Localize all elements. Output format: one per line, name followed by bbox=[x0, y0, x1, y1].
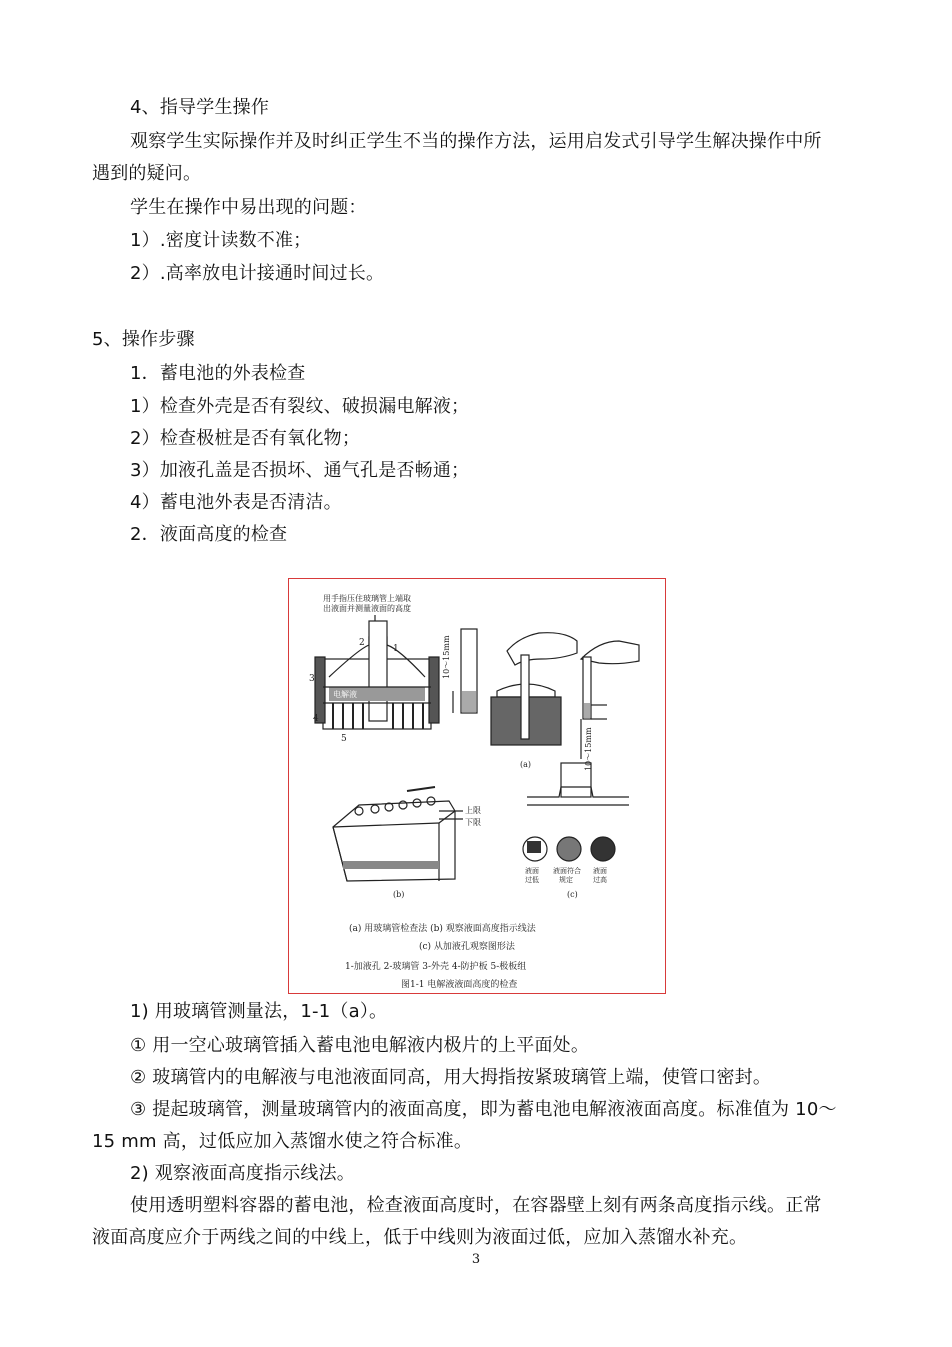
method1-step1: ① 用一空心玻璃管插入蓄电池电解液内极片的上平面处。 bbox=[130, 1035, 590, 1056]
section4-paragraph-line1: 观察学生实际操作并及时纠正学生不当的操作方法，运用启发式引导学生解决操作中所 bbox=[130, 131, 822, 152]
fig-c2-l2: 规定 bbox=[559, 876, 573, 884]
fig-lower-limit: 下限 bbox=[465, 818, 481, 827]
page-number: 3 bbox=[471, 1252, 481, 1267]
method2-paragraph-line1: 使用透明塑料容器的蓄电池，检查液面高度时，在容器壁上刻有两条高度指示线。正常 bbox=[130, 1195, 822, 1216]
fig-caption: 图1-1 电解液液面高度的检查 bbox=[401, 980, 518, 990]
fig-top-note-2: 出液面并测量液面的高度 bbox=[323, 604, 411, 613]
fig-c2-l1: 液面符合 bbox=[553, 867, 581, 875]
fig-legend-1: (a) 用玻璃管检查法 (b) 观察液面高度指示线法 bbox=[349, 924, 536, 934]
figure-illustration bbox=[289, 579, 667, 995]
fig-label-a: (a) bbox=[520, 760, 532, 769]
fig-legend-3: 1-加液孔 2-玻璃管 3-外壳 4-防护板 5-极板组 bbox=[345, 962, 527, 972]
fig-label-c: (c) bbox=[567, 890, 578, 899]
fig-num-1: 1 bbox=[393, 644, 399, 654]
check-item-1: 1）检查外壳是否有裂纹、破损漏电解液； bbox=[130, 396, 470, 417]
fig-a-glass-tube bbox=[453, 629, 477, 713]
fig-c3-l1: 液面 bbox=[593, 867, 607, 875]
fig-upper-limit: 上限 bbox=[465, 806, 481, 815]
fig-a-cross-section bbox=[315, 621, 439, 729]
fig-top-note-1: 用手指压住玻璃管上端取 bbox=[323, 594, 411, 603]
step1-title: 1．蓄电池的外表检查 bbox=[130, 363, 306, 384]
fig-dim-b: 10～15mm bbox=[584, 727, 593, 771]
section4-paragraph-line2: 遇到的疑问。 bbox=[92, 163, 202, 184]
method1-step3-line1: ③ 提起玻璃管，测量玻璃管内的液面高度，即为蓄电池电解液液面高度。标准值为 10～ bbox=[130, 1099, 837, 1120]
method2-title: 2) 观察液面高度指示线法。 bbox=[130, 1163, 355, 1184]
fig-num-2: 2 bbox=[359, 638, 365, 648]
fig-c1-l1: 液面 bbox=[525, 867, 539, 875]
fig-circle-high bbox=[591, 837, 615, 861]
fig-label-b: (b) bbox=[393, 890, 405, 899]
check-item-4: 4）蓄电池外表是否清洁。 bbox=[130, 492, 342, 513]
fig-c-filler-hole bbox=[527, 763, 629, 805]
method1-step2: ② 玻璃管内的电解液与电池液面同高，用大拇指按紧玻璃管上端，使管口密封。 bbox=[130, 1067, 772, 1088]
fig-a-hand-battery bbox=[491, 633, 577, 745]
section5-heading: 5、操作步骤 bbox=[92, 329, 195, 350]
problems-intro: 学生在操作中易出现的问题： bbox=[130, 197, 367, 218]
problem-item-1: 1）.密度计读数不准； bbox=[130, 230, 312, 251]
step2-title: 2．液面高度的检查 bbox=[130, 524, 288, 545]
fig-b-battery bbox=[333, 787, 463, 881]
check-item-2: 2）检查极桩是否有氧化物； bbox=[130, 428, 361, 449]
fig-c3-l2: 过高 bbox=[593, 876, 607, 884]
section4-heading: 4、指导学生操作 bbox=[130, 97, 270, 118]
method2-paragraph-line2: 液面高度应介于两线之间的中线上，低于中线则为液面过低，应加入蒸馏水补充。 bbox=[92, 1227, 748, 1248]
method1-step3-line2: 15 mm 高，过低应加入蒸馏水使之符合标准。 bbox=[92, 1131, 473, 1152]
fig-num-3: 3 bbox=[309, 674, 315, 684]
check-item-3: 3）加液孔盖是否损坏、通气孔是否畅通； bbox=[130, 460, 470, 481]
fig-c1-l2: 过低 bbox=[525, 876, 539, 884]
figure-electrolyte-level bbox=[288, 578, 666, 994]
fig-num-4: 4 bbox=[313, 714, 319, 724]
fig-legend-2: (c) 从加液孔观察图形法 bbox=[419, 942, 515, 952]
fig-dim-a: 10～15mm bbox=[442, 635, 451, 679]
fig-circle-normal bbox=[557, 837, 581, 861]
problem-item-2: 2）.高率放电计接通时间过长。 bbox=[130, 263, 385, 284]
fig-electrolyte-label: 电解液 bbox=[333, 690, 357, 699]
fig-num-5: 5 bbox=[341, 734, 347, 744]
method1-title: 1) 用玻璃管测量法，1-1（a）。 bbox=[130, 1001, 388, 1022]
